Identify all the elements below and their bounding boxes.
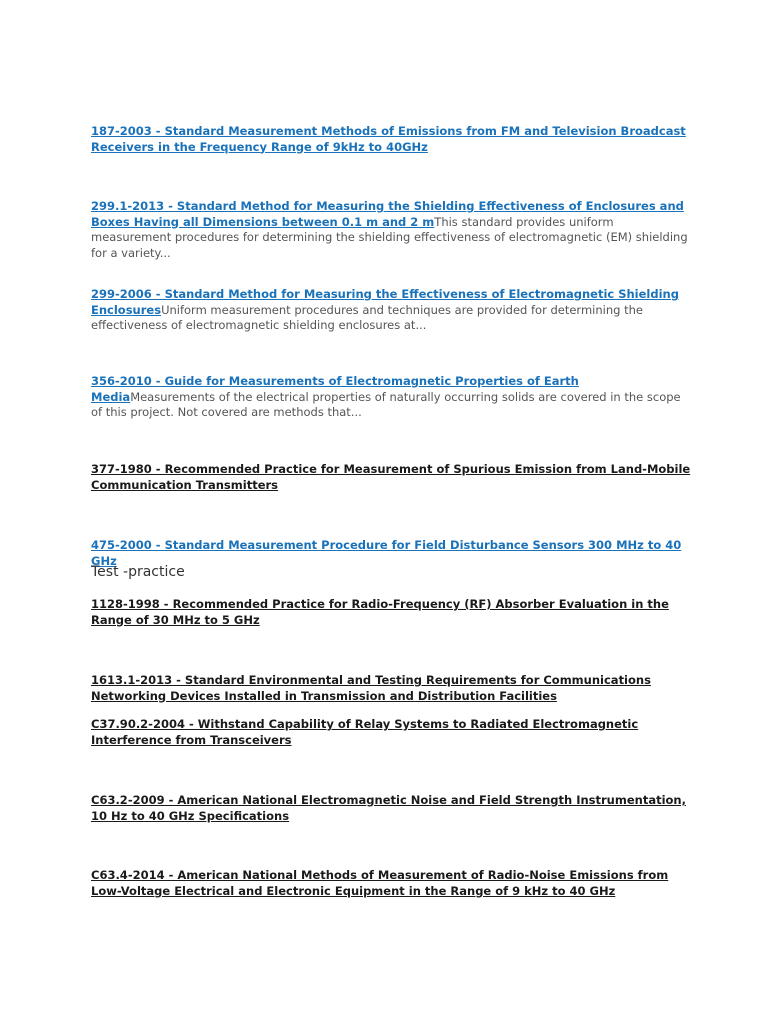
list-item	[91, 597, 691, 628]
standard-link-c63-4-2014[interactable]: C63.4-2014 - American National Methods of Measurement of Radio-Noise Emissions from Low-Voltage Electrical and Electronic Equipment in the Range of 9 kHz to 40 GHz	[91, 868, 669, 898]
standard-link-187-2003[interactable]: 187-2003 - Standard Measurement Methods of Emissions from FM and Television Broadcast Receivers in the Frequency Range of 9kHz to 40GHz	[91, 124, 686, 154]
standard-link-299-2006[interactable]: 299-2006 - Standard Method for Measuring the Effectiveness of Electromagnetic Shielding Enclosures	[91, 287, 679, 317]
standard-link-299-1-2013[interactable]: 299.1-2013 - Standard Method for Measuring the Shielding Effectiveness of Enclosures and Boxes Having all Dimensions between 0.1 m and 2 m	[91, 199, 684, 229]
standard-link-356-2010[interactable]: 356-2010 - Guide for Measurements of Electromagnetic Properties of Earth Media	[91, 374, 579, 404]
list-item	[91, 717, 691, 748]
section-heading: Test -practice	[91, 564, 185, 580]
list-item	[91, 199, 691, 261]
list-item	[91, 287, 691, 334]
list-item	[91, 124, 691, 155]
list-item	[91, 793, 691, 824]
standard-link-c37-90-2-2004[interactable]: C37.90.2-2004 - Withstand Capability of Relay Systems to Radiated Electromagnetic Interference from Transceivers	[91, 717, 639, 747]
list-item	[91, 868, 691, 899]
standard-link-475-2000[interactable]: 475-2000 - Standard Measurement Procedure for Field Disturbance Sensors 300 MHz to 40 GHz	[91, 538, 682, 568]
standard-link-1613-1-2013[interactable]: 1613.1-2013 - Standard Environmental and Testing Requirements for Communications Networking Devices Installed in Transmission and Distribution Facilities	[91, 673, 651, 703]
standard-link-c63-2-2009[interactable]: C63.2-2009 - American National Electromagnetic Noise and Field Strength Instrumentation, 10 Hz to 40 GHz Specifications	[91, 793, 686, 823]
standard-link-1128-1998[interactable]: 1128-1998 - Recommended Practice for Radio-Frequency (RF) Absorber Evaluation in the Range of 30 MHz to 5 GHz	[91, 597, 669, 627]
list-item	[91, 374, 691, 421]
list-item	[91, 462, 691, 493]
standard-description: Uniform measurement procedures and techniques are provided for determining the effectiveness of electromagnetic shielding enclosures at...	[91, 302, 643, 332]
standard-link-377-1980[interactable]: 377-1980 - Recommended Practice for Measurement of Spurious Emission from Land-Mobile Communication Transmitters	[91, 462, 691, 492]
list-item	[91, 673, 691, 704]
standard-description: This standard provides uniform measurement procedures for determining the shielding effectiveness of electromagnetic (EM) shielding for a variety...	[91, 214, 688, 260]
standard-description: Measurements of the electrical properties of naturally occurring solids are covered in the scope of this project. Not covered are methods that...	[91, 389, 681, 419]
